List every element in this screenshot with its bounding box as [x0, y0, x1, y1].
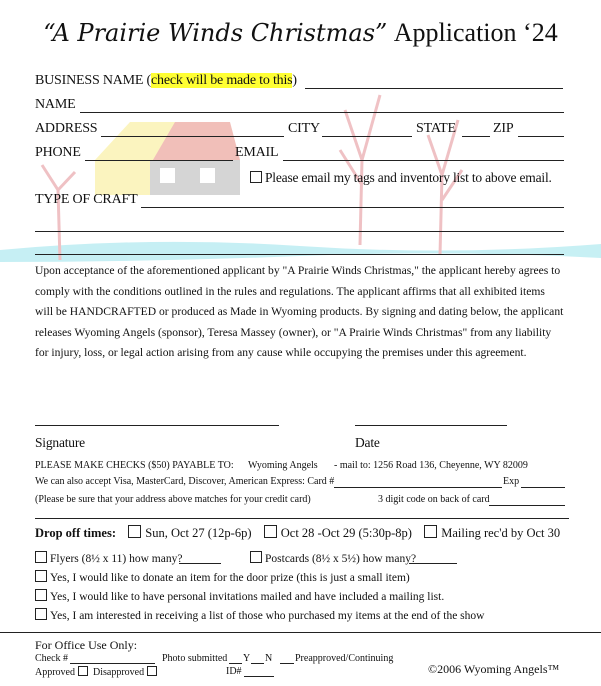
signature-label: Signature	[35, 435, 85, 450]
business-name-label: BUSINESS NAME (check will be made to this)	[35, 73, 297, 88]
address-note: (Please be sure that your address above matches for your credit card)	[35, 494, 311, 505]
mail-to: - mail to: 1256 Road 136, Cheyenne, WY 82009	[334, 460, 528, 471]
date-label: Date	[355, 435, 380, 450]
exp-label: Exp	[503, 476, 520, 487]
agreement-text: Upon acceptance of the aforementioned applicant by "A Prairie Winds Christmas," the applicant hereby agrees to comply with the conditions outlined in the rules and regulations. The applicant affirms that all exhibited items will be HANDCRAFTED or produced as Made in Wyoming products. By signing and dating below, the applicant releases Wyoming Angels (sponsor), Teresa Massey (owner), or "A Prairie Winds Christmas" from any liability for injury, loss, or legal action arising from any cause while occupying the premises under this agreement.	[35, 264, 564, 360]
dropoff-row	[35, 525, 560, 541]
donate-checkbox[interactable]	[35, 570, 47, 582]
email-field[interactable]	[283, 160, 564, 161]
email-label: EMAIL	[235, 145, 279, 160]
postcards-option: Postcards (8½ x 5½) how many?	[250, 551, 416, 565]
section-divider	[35, 518, 569, 519]
postcards-count-field[interactable]	[409, 563, 457, 564]
approved-option: Approved Disapproved	[35, 666, 160, 678]
copyright: ©2006 Wyoming Angels™	[428, 662, 560, 676]
craft-field-line-2[interactable]	[35, 231, 564, 232]
list-checkbox[interactable]	[35, 608, 47, 620]
state-label: STATE	[416, 121, 456, 136]
invitations-checkbox[interactable]	[35, 589, 47, 601]
donate-option: Yes, I would like to donate an item for the door prize (this is just a small item)	[35, 570, 410, 584]
email-option: Please email my tags and inventory list to above email.	[250, 170, 552, 186]
preapproved-field[interactable]	[280, 663, 294, 664]
state-field[interactable]	[462, 136, 490, 137]
approved-checkbox[interactable]	[78, 666, 88, 676]
craft-label: TYPE OF CRAFT	[35, 192, 138, 207]
name-label: NAME	[35, 97, 76, 112]
craft-field[interactable]	[141, 207, 564, 208]
zip-label: ZIP	[493, 121, 514, 136]
office-label: For Office Use Only:	[35, 638, 138, 652]
card-number-field[interactable]	[334, 487, 502, 488]
city-field[interactable]	[322, 136, 412, 137]
office-check-label: Check #	[35, 653, 69, 664]
flyers-checkbox[interactable]	[35, 551, 47, 563]
flyers-count-field[interactable]	[179, 563, 221, 564]
business-name-highlight: check will be made to this	[151, 73, 293, 88]
name-field[interactable]	[80, 112, 564, 113]
office-divider	[0, 632, 601, 633]
cvv-field[interactable]	[489, 505, 565, 506]
business-name-field[interactable]	[305, 88, 563, 89]
payee: Wyoming Angels	[248, 460, 318, 471]
zip-field[interactable]	[518, 136, 564, 137]
email-option-checkbox[interactable]	[250, 171, 262, 183]
office-id-field[interactable]	[244, 676, 274, 677]
photo-y-field[interactable]	[229, 663, 242, 664]
postcards-checkbox[interactable]	[250, 551, 262, 563]
title-plain: Application ‘24	[393, 18, 558, 47]
list-option: Yes, I am interested in receiving a list of those who purchased my items at the end of the show	[35, 608, 484, 622]
checks-label: PLEASE MAKE CHECKS ($50) PAYABLE TO:	[35, 460, 234, 471]
cvv-label: 3 digit code on back of card	[378, 494, 490, 505]
city-label: CITY	[288, 121, 320, 136]
invitations-option: Yes, I would like to have personal invitations mailed and have included a mailing list.	[35, 589, 444, 603]
address-field[interactable]	[101, 136, 284, 137]
photo-label: Photo submitted	[162, 653, 228, 664]
photo-n-label: N	[265, 653, 273, 664]
title-script: “A Prairie Winds Christmas”	[43, 19, 388, 47]
signature-field[interactable]	[35, 425, 279, 426]
dropoff-option-2: Oct 28 -Oct 29 (5:30p-8p)	[280, 526, 412, 540]
disapproved-checkbox[interactable]	[147, 666, 157, 676]
office-id-label: ID#	[226, 666, 242, 677]
address-label: ADDRESS	[35, 121, 98, 136]
dropoff-checkbox-3[interactable]	[424, 525, 437, 538]
phone-field[interactable]	[85, 160, 233, 161]
form-title	[0, 18, 601, 48]
dropoff-checkbox-1[interactable]	[128, 525, 141, 538]
office-check-field[interactable]	[70, 663, 155, 664]
craft-field-line-3[interactable]	[35, 254, 564, 255]
dropoff-label: Drop off times:	[35, 526, 116, 540]
cards-label: We can also accept Visa, MasterCard, Discover, American Express: Card #	[35, 476, 335, 487]
dropoff-checkbox-2[interactable]	[264, 525, 277, 538]
phone-label: PHONE	[35, 145, 81, 160]
dropoff-option-3: Mailing rec'd by Oct 30	[441, 526, 561, 540]
exp-field[interactable]	[521, 487, 565, 488]
photo-n-field[interactable]	[251, 663, 264, 664]
flyers-option: Flyers (8½ x 11) how many?	[35, 551, 182, 565]
preapproved-label: Preapproved/Continuing	[295, 653, 394, 664]
photo-y-label: Y	[243, 653, 251, 664]
dropoff-option-1: Sun, Oct 27 (12p-6p)	[145, 526, 252, 540]
date-field[interactable]	[355, 425, 507, 426]
